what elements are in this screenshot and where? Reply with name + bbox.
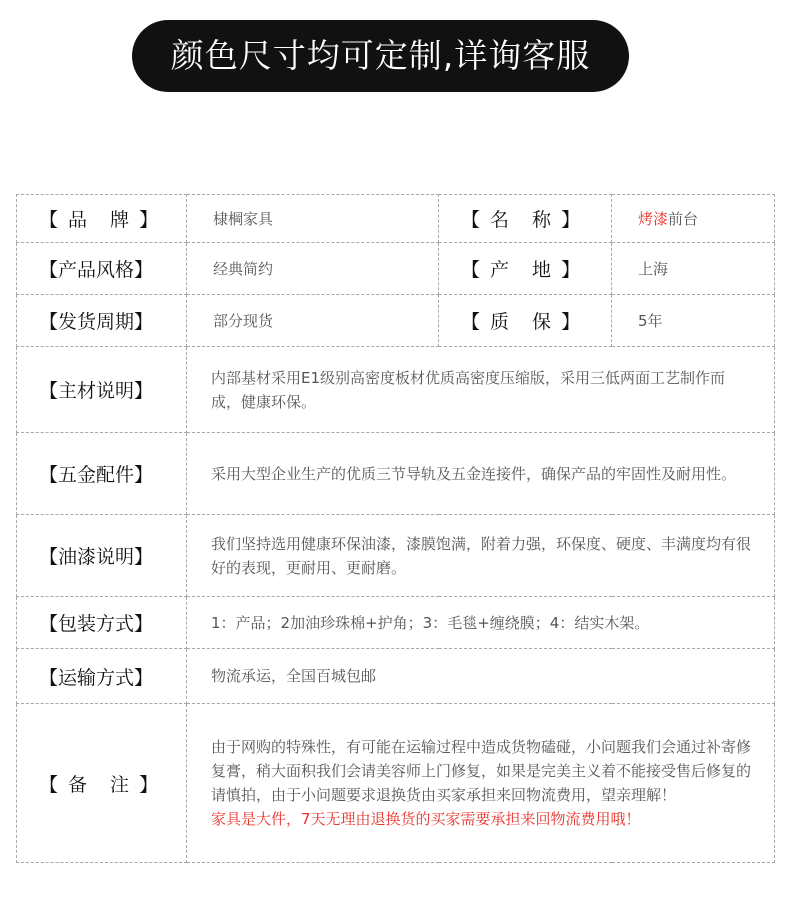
table-row [17,243,775,295]
warranty-label: 【 质 保 】 [439,295,612,347]
paint-label: 【油漆说明】 [17,515,187,597]
shipping-label: 【运输方式】 [17,649,187,704]
material-value: 内部基材采用E1级别高密度板材优质高密度压缩版，采用三低两面工艺制作而成，健康环保。 [187,347,775,433]
brand-value: 棣棡家具 [187,195,439,243]
remarks-value [187,704,775,863]
table-row [17,195,775,243]
origin-label: 【 产 地 】 [439,243,612,295]
packing-label: 【包装方式】 [17,597,187,649]
table-row [17,649,775,704]
name-label: 【 名 称 】 [439,195,612,243]
paint-value: 我们坚持选用健康环保油漆，漆膜饱满，附着力强，环保度、硬度、丰满度均有很好的表现，更耐用、更耐磨。 [187,515,775,597]
name-rest: 前台 [668,210,699,228]
table-row [17,515,775,597]
table-row [17,597,775,649]
shipping-value: 物流承运，全国百城包邮 [187,649,775,704]
hardware-label: 【五金配件】 [17,433,187,515]
hardware-value: 采用大型企业生产的优质三节导轨及五金连接件，确保产品的牢固性及耐用性。 [187,433,775,515]
banner-text: 颜色尺寸均可定制,详询客服 [170,36,591,75]
origin-value: 上海 [612,243,775,295]
table-row [17,433,775,515]
table-row [17,704,775,863]
name-value [612,195,775,243]
table-row [17,295,775,347]
remarks-text: 由于网购的特殊性，有可能在运输过程中造成货物磕碰，小问题我们会通过补寄修复膏，稍大面积我们会请美容师上门修复，如果是完美主义着不能接受售后修复的请慎拍，由于小问题要求退换货由买家承担来回物流费用，望亲理解！ [211,738,752,804]
cycle-label: 【发货周期】 [17,295,187,347]
remarks-warning: 家具是大件，7天无理由退换货的买家需要承担来回物流费用哦！ [211,810,641,828]
top-banner [132,20,629,92]
style-label: 【产品风格】 [17,243,187,295]
cycle-value: 部分现货 [187,295,439,347]
remarks-label: 【 备 注 】 [17,704,187,863]
table-row [17,347,775,433]
brand-label: 【 品 牌 】 [17,195,187,243]
material-label: 【主材说明】 [17,347,187,433]
style-value: 经典简约 [187,243,439,295]
warranty-value: 5年 [612,295,775,347]
name-highlight: 烤漆 [638,210,669,228]
spec-table [16,194,775,863]
packing-value: 1：产品；2加油珍珠棉+护角；3：毛毯+缠绕膜；4：结实木架。 [187,597,775,649]
